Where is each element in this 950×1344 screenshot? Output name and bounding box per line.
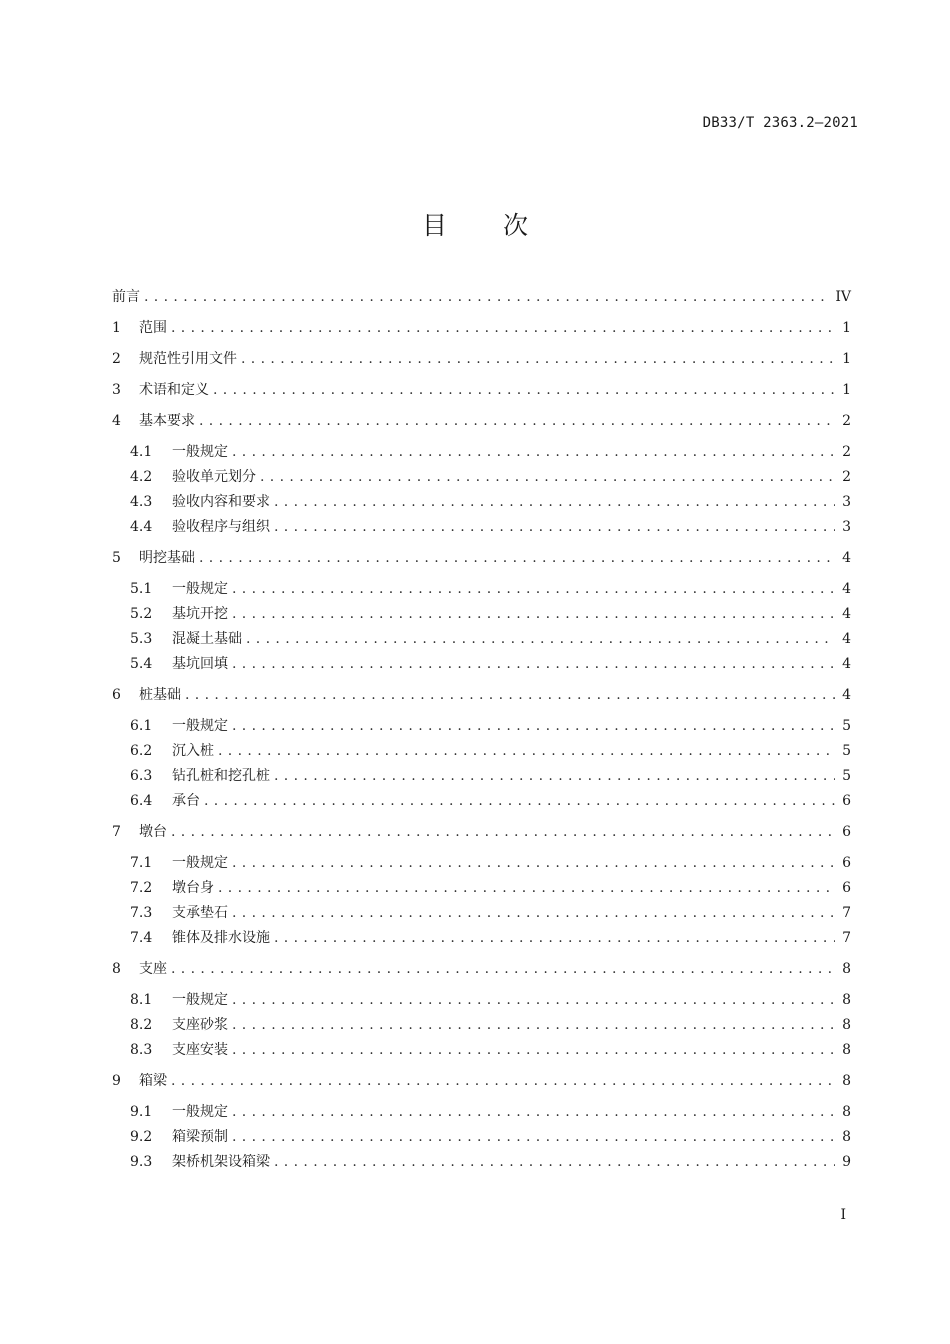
toc-entry-label: 验收内容和要求	[172, 494, 270, 510]
toc-entry-page: 1	[842, 382, 851, 398]
toc-entry[interactable]	[112, 821, 851, 843]
toc-entry-page: 2	[842, 469, 851, 485]
toc-entry-number: 9.3	[130, 1154, 153, 1170]
toc-entry-label: 基坑回填	[172, 656, 228, 672]
toc-entry[interactable]	[112, 410, 851, 432]
toc-entry-number: 3	[112, 382, 121, 398]
toc-entry-number: 6.1	[130, 718, 153, 734]
toc-entry-label: 前言	[112, 289, 140, 305]
toc-entry-number: 8.3	[130, 1042, 153, 1058]
toc-leader-dots	[241, 348, 835, 370]
toc-entry[interactable]	[130, 1126, 851, 1148]
toc-entry-number: 7.2	[130, 880, 153, 896]
toc-leader-dots	[232, 1126, 835, 1148]
toc-entry-page: 7	[842, 930, 851, 946]
toc-entry-label: 箱梁	[139, 1073, 167, 1089]
toc-entry-number: 5.3	[130, 631, 153, 647]
toc-leader-dots	[171, 821, 835, 843]
toc-entry-page: 6	[842, 824, 851, 840]
toc-entry-label: 混凝土基础	[172, 631, 242, 647]
toc-entry-number: 9.1	[130, 1104, 153, 1120]
toc-entry-page: 4	[842, 631, 851, 647]
toc-entry-page: 3	[842, 494, 851, 510]
toc-entry-label: 术语和定义	[139, 382, 209, 398]
toc-entry-page: IV	[835, 289, 851, 305]
toc-entry-page: 6	[842, 855, 851, 871]
toc-entry-number: 7.1	[130, 855, 153, 871]
toc-entry[interactable]	[130, 902, 851, 924]
toc-leader-dots	[274, 927, 835, 949]
toc-leader-dots	[232, 1014, 835, 1036]
toc-entry-page: 2	[842, 413, 851, 429]
toc-entry-number: 6.2	[130, 743, 153, 759]
toc-leader-dots	[274, 1151, 835, 1173]
toc-entry[interactable]	[130, 516, 851, 538]
toc-entry-page: 8	[842, 1104, 851, 1120]
toc-entry[interactable]	[130, 491, 851, 513]
toc-entry-page: 4	[842, 581, 851, 597]
toc-leader-dots	[232, 1101, 835, 1123]
toc-leader-dots	[218, 740, 835, 762]
toc-entry-label: 钻孔桩和挖孔桩	[172, 768, 270, 784]
toc-entry[interactable]	[130, 989, 851, 1011]
toc-entry-number: 9.2	[130, 1129, 153, 1145]
toc-leader-dots	[232, 715, 835, 737]
toc-leader-dots	[232, 578, 835, 600]
toc-entry-label: 墩台	[139, 824, 167, 840]
toc-entry[interactable]	[130, 790, 851, 812]
toc-entry-page: 5	[842, 743, 851, 759]
toc-entry-label: 基坑开挖	[172, 606, 228, 622]
toc-leader-dots	[171, 317, 835, 339]
toc-leader-dots	[232, 989, 835, 1011]
toc-entry[interactable]	[130, 603, 851, 625]
toc-entry-number: 8.2	[130, 1017, 153, 1033]
toc-entry[interactable]	[130, 852, 851, 874]
toc-entry-number: 2	[112, 351, 121, 367]
toc-entry-label: 沉入桩	[172, 743, 214, 759]
toc-entry-label: 一般规定	[172, 992, 228, 1008]
toc-entry-page: 8	[842, 1073, 851, 1089]
toc-entry-page: 1	[842, 320, 851, 336]
toc-entry-number: 1	[112, 320, 121, 336]
toc-entry[interactable]	[130, 578, 851, 600]
toc-leader-dots	[232, 1039, 835, 1061]
toc-leader-dots	[218, 877, 835, 899]
toc-entry-page: 6	[842, 880, 851, 896]
toc-entry-page: 8	[842, 1017, 851, 1033]
toc-leader-dots	[199, 547, 835, 569]
toc-entry-label: 验收程序与组织	[172, 519, 270, 535]
toc-entry-label: 验收单元划分	[172, 469, 256, 485]
toc-entry-label: 一般规定	[172, 444, 228, 460]
toc-leader-dots	[232, 902, 835, 924]
toc-entry-label: 锥体及排水设施	[172, 930, 270, 946]
toc-entry-label: 支座	[139, 961, 167, 977]
toc-entry-page: 2	[842, 444, 851, 460]
toc-leader-dots	[260, 466, 835, 488]
toc-entry[interactable]	[112, 379, 851, 401]
toc-entry-label: 支座安装	[172, 1042, 228, 1058]
toc-entry-label: 一般规定	[172, 1104, 228, 1120]
toc-leader-dots	[185, 684, 835, 706]
toc-entry-number: 4.4	[130, 519, 153, 535]
toc-entry-page: 8	[842, 961, 851, 977]
toc-entry-number: 8	[112, 961, 121, 977]
toc-entry-page: 7	[842, 905, 851, 921]
toc-entry-page: 8	[842, 1042, 851, 1058]
toc-entry-number: 4	[112, 413, 121, 429]
toc-entry-number: 5	[112, 550, 121, 566]
toc-entry[interactable]	[130, 927, 851, 949]
toc-leader-dots	[171, 958, 835, 980]
toc-entry[interactable]	[112, 317, 851, 339]
page-number: I	[840, 1207, 846, 1223]
toc-entry-label: 明挖基础	[139, 550, 195, 566]
toc-entry-number: 4.3	[130, 494, 153, 510]
toc-leader-dots	[232, 653, 835, 675]
toc-entry[interactable]	[130, 765, 851, 787]
toc-entry-number: 9	[112, 1073, 121, 1089]
toc-entry-number: 5.4	[130, 656, 153, 672]
toc-entry-page: 4	[842, 606, 851, 622]
toc-entry-label: 一般规定	[172, 718, 228, 734]
toc-entry[interactable]	[112, 286, 851, 308]
toc-leader-dots	[274, 765, 835, 787]
toc-leader-dots	[204, 790, 835, 812]
toc-entry-label: 范围	[139, 320, 167, 336]
toc-entry-page: 4	[842, 550, 851, 566]
toc-entry-page: 3	[842, 519, 851, 535]
toc-leader-dots	[144, 286, 829, 308]
toc-entry[interactable]	[130, 1151, 851, 1173]
toc-entry-number: 7.4	[130, 930, 153, 946]
toc-leader-dots	[246, 628, 835, 650]
toc-entry-page: 9	[842, 1154, 851, 1170]
toc-entry-page: 4	[842, 656, 851, 672]
toc-entry-number: 5.2	[130, 606, 153, 622]
toc-entry[interactable]	[130, 441, 851, 463]
toc-entry[interactable]	[130, 740, 851, 762]
toc-entry-number: 5.1	[130, 581, 153, 597]
toc-entry[interactable]	[112, 547, 851, 569]
toc-entry-label: 一般规定	[172, 581, 228, 597]
toc-entry-page: 5	[842, 718, 851, 734]
toc-entry-page: 5	[842, 768, 851, 784]
toc-entry-label: 桩基础	[139, 687, 181, 703]
toc-entry-label: 墩台身	[172, 880, 214, 896]
toc-leader-dots	[274, 516, 835, 538]
toc-entry[interactable]	[130, 877, 851, 899]
toc-entry-label: 支座砂浆	[172, 1017, 228, 1033]
toc-entry-number: 4.1	[130, 444, 153, 460]
toc-entry-number: 6.3	[130, 768, 153, 784]
toc-leader-dots	[171, 1070, 835, 1092]
toc-entry[interactable]	[130, 1014, 851, 1036]
toc-entry-label: 规范性引用文件	[139, 351, 237, 367]
toc-entry[interactable]	[130, 628, 851, 650]
toc-entry-label: 承台	[172, 793, 200, 809]
toc-entry[interactable]	[130, 1039, 851, 1061]
toc-entry[interactable]	[112, 958, 851, 980]
toc-leader-dots	[232, 441, 835, 463]
toc-entry-number: 6.4	[130, 793, 153, 809]
document-code: DB33/T 2363.2—2021	[702, 115, 858, 131]
toc-entry[interactable]	[112, 1070, 851, 1092]
toc-leader-dots	[213, 379, 835, 401]
toc-entry-label: 支承垫石	[172, 905, 228, 921]
toc-leader-dots	[274, 491, 835, 513]
toc-entry[interactable]	[112, 348, 851, 370]
toc-title: 目 次	[422, 211, 552, 240]
toc-leader-dots	[199, 410, 835, 432]
toc-entry[interactable]	[130, 466, 851, 488]
toc-entry-page: 6	[842, 793, 851, 809]
toc-entry-label: 一般规定	[172, 855, 228, 871]
toc-entry-label: 基本要求	[139, 413, 195, 429]
toc-entry-page: 4	[842, 687, 851, 703]
toc-leader-dots	[232, 852, 835, 874]
toc-leader-dots	[232, 603, 835, 625]
toc-entry[interactable]	[130, 653, 851, 675]
toc-entry[interactable]	[130, 1101, 851, 1123]
toc-entry-page: 8	[842, 1129, 851, 1145]
toc-entry-page: 1	[842, 351, 851, 367]
toc-entry-number: 4.2	[130, 469, 153, 485]
toc-entry[interactable]	[130, 715, 851, 737]
toc-entry-label: 箱梁预制	[172, 1129, 228, 1145]
toc-entry-number: 8.1	[130, 992, 153, 1008]
toc-entry-label: 架桥机架设箱梁	[172, 1154, 270, 1170]
toc-entry-number: 7.3	[130, 905, 153, 921]
toc-entry[interactable]	[112, 684, 851, 706]
toc-entry-number: 7	[112, 824, 121, 840]
toc-entry-page: 8	[842, 992, 851, 1008]
toc-entry-number: 6	[112, 687, 121, 703]
